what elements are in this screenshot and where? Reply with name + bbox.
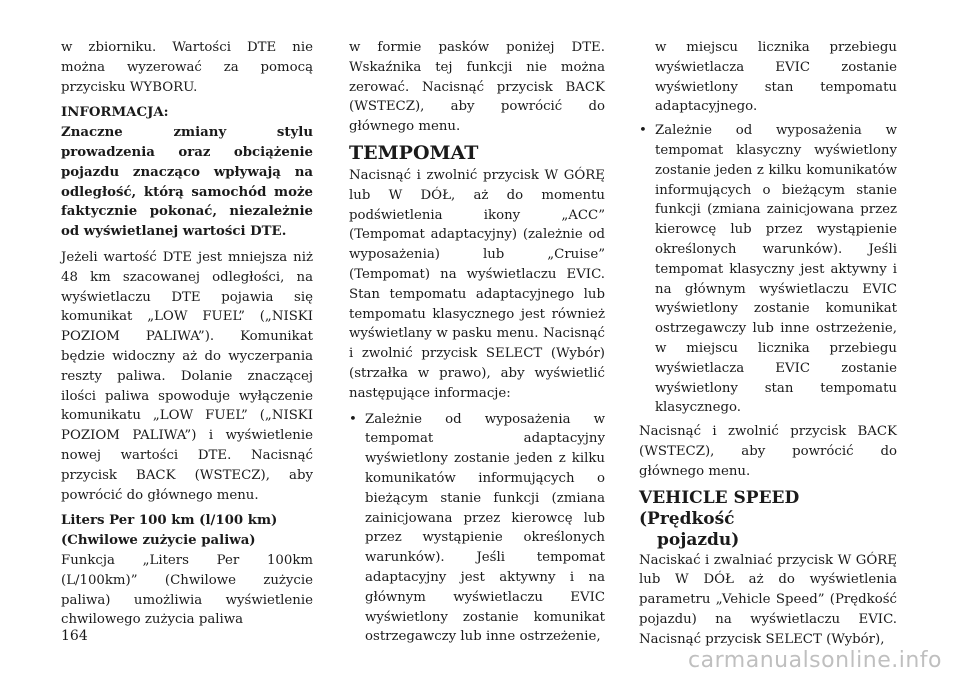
subheading-line-2: (Chwilowe zużycie paliwa) — [61, 533, 256, 549]
column-right — [639, 38, 897, 650]
subheading-liters-per-100km — [61, 511, 313, 551]
bullet-cruise-text: Zależnie od wyposażenia w tempomat klasyczny wyświetlony zostanie jeden z kilku komunikatów informujących o bieżącym stanie funkcji (zmiana zainicjowana przez kierowcę lub przez wystąpienie określonych warunków). Jeśli tempomat klasyczny jest aktywny i na głównym wyświetlaczu EVIC wyświetlony zostanie komunikat ostrzegawczy lub inne ostrzeżenie, w miejscu licznika przebiegu wyświetlacza EVIC zostanie wyświetlony stan tempomatu klasycznego. — [655, 123, 897, 416]
paragraph-tempomat: Nacisnąć i zwolnić przycisk W GÓRĘ lub W DÓŁ, aż do momentu podświetlenia ikony „ACC” (Tempomat adaptacyjny) (zależnie od wyposażenia) lub „Cruise” (Tempomat) na wyświetlaczu EVIC. Stan tempomatu adaptacyjnego lub tempomatu klasycznego jest również wyświetlany w pasku menu. Nacisnąć i zwolnić przycisk SELECT (Wybór) (strzałka w prawo), aby wyświetlić następujące informacje: — [349, 167, 605, 401]
heading-line-2: pojazdu) — [657, 529, 740, 550]
bullet-icon: • — [639, 123, 647, 139]
paragraph-vehicle-speed: Naciskać i zwalniać przycisk W GÓRĘ lub W DÓŁ aż do wyświetlenia parametru „Vehicle Speed” (Prędkość pojazdu) na wyświetlaczu EVIC. Nacisnąć przycisk SELECT (Wybór), — [639, 552, 897, 647]
paragraph-low-fuel: Jeżeli wartość DTE jest mniejsza niż 48 km szacowanej odległości, na wyświetlaczu DTE pojawia się komunikat „LOW FUEL” („NISKI POZIOM PALIWA”). Komunikat będzie widoczny aż do wyczerpania reszty paliwa. Dolanie znaczącej ilości paliwa spowoduje wyłączenie komunikatu „LOW FUEL” („NISKI POZIOM PALIWA”) i wyświetlenie nowej wartości DTE. Nacisnąć przycisk BACK (WSTECZ), aby powrócić do głównego menu. — [61, 249, 313, 503]
bullet-acc-text: Zależnie od wyposażenia w tempomat adaptacyjny wyświetlony zostanie jeden z kilku komunikatów informujących o bieżącym stanie funkcji (zmiana zainicjowana przez kierowcę lub przez wystąpienie określonych warunków). Jeśli tempomat adaptacyjny jest aktywny i na głównym wyświetlaczu EVIC wyświetlony zostanie komunikat ostrzegawczy lub inne ostrzeżenie, — [365, 411, 605, 645]
paragraph-bars: w formie pasków poniżej DTE. Wskaźnika tej funkcji nie można zerować. Nacisnąć przycisk BACK (WSTECZ), aby powrócić do głównego menu. — [349, 40, 605, 135]
section-heading-tempomat: TEMPOMAT — [349, 141, 479, 164]
column-left — [61, 38, 313, 630]
column-middle — [349, 38, 605, 651]
paragraph-dte-reset: w zbiorniku. Wartości DTE nie można wyzerować za pomocą przycisku WYBORU. — [61, 40, 313, 95]
watermark: carmanualsonline.info — [688, 648, 942, 673]
bullet-acc-continuation: w miejscu licznika przebiegu wyświetlacza EVIC zostanie wyświetlony stan tempomatu adaptacyjnego. — [655, 40, 897, 115]
paragraph-instant-consumption: Funkcja „Liters Per 100km (L/100km)” (Chwilowe zużycie paliwa) umożliwia wyświetlenie chwilowego zużycia paliwa — [61, 552, 313, 628]
page-number: 164 — [61, 628, 88, 644]
list-item — [639, 121, 897, 418]
section-heading-vehicle-speed — [639, 488, 897, 551]
info-heading: INFORMACJA: — [61, 105, 169, 121]
heading-line-1: VEHICLE SPEED (Prędkość — [639, 487, 800, 529]
paragraph-back: Nacisnąć i zwolnić przycisk BACK (WSTECZ), aby powrócić do głównego menu. — [639, 424, 897, 479]
subheading-line-1: Liters Per 100 km (l/100 km) — [61, 513, 278, 529]
bullet-icon: • — [349, 411, 357, 427]
list-item-continuation — [639, 38, 897, 117]
info-text: Znaczne zmiany stylu prowadzenia oraz obciążenie pojazdu znacząco wpływają na odległość, którą samochód może faktycznie pokonać, niezależnie od wyświetlanej wartości DTE. — [61, 125, 313, 240]
list-item — [349, 410, 605, 648]
